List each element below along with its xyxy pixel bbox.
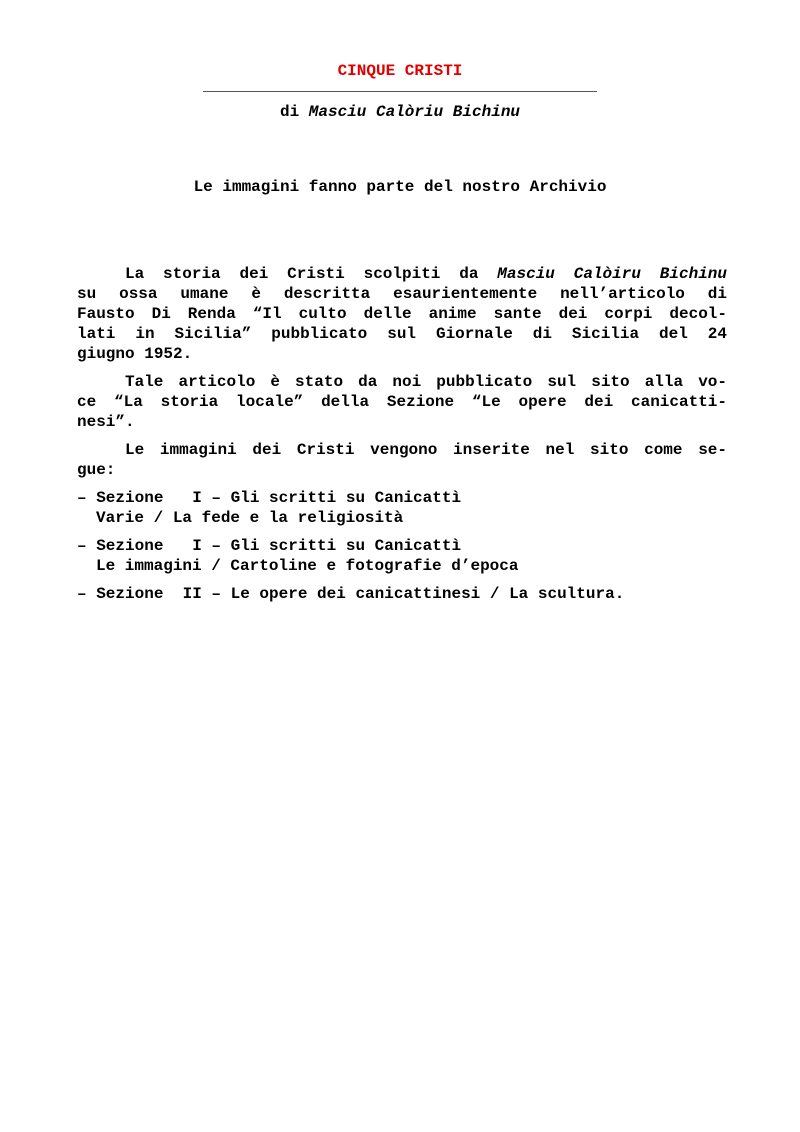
- list-item-main: – Sezione I – Gli scritti su Canicattì: [77, 537, 462, 555]
- paragraph-1-author: Masciu Calòiru Bichinu: [497, 265, 728, 283]
- paragraph-2-line-2: ce “La storia locale” della Sezione “Le opere dei canicatti-: [77, 393, 727, 411]
- list-item: [77, 488, 727, 528]
- paragraph-1: [77, 264, 727, 364]
- list-item: [77, 536, 727, 576]
- paragraph-2-line-1: Tale articolo è stato da noi pubblicato sul sito alla vo-: [125, 373, 727, 391]
- paragraph-1-line-1a: La storia dei Cristi scolpiti da: [125, 265, 479, 283]
- paragraph-3-line-1: Le immagini dei Cristi vengono inserite nel sito come se-: [125, 441, 727, 459]
- list-item-main: – Sezione II – Le opere dei canicattinesi / La scultura.: [77, 585, 625, 603]
- paragraph-1-line-4: lati in Sicilia” pubblicato sul Giornale di Sicilia del 24: [77, 325, 727, 343]
- body-text: [77, 264, 727, 612]
- paragraph-1-line-3: Fausto Di Renda “Il culto delle anime sante dei corpi decol-: [77, 305, 727, 323]
- paragraph-2-line-3: nesi”.: [77, 413, 135, 431]
- list-item-sub: Varie / La fede e la religiosità: [96, 509, 404, 527]
- document-title: CINQUE CRISTI: [337, 62, 463, 80]
- byline-author: Masciu Calòriu Bichinu: [308, 103, 521, 121]
- title-divider: [203, 91, 597, 92]
- list-item-sub: Le immagini / Cartoline e fotografie d’epoca: [96, 557, 519, 575]
- paragraph-3: [77, 440, 727, 480]
- archive-note: Le immagini fanno parte del nostro Archivio: [193, 178, 607, 196]
- byline-prefix: di: [279, 103, 300, 121]
- paragraph-1-line-2: su ossa umane è descritta esaurientemente nell’articolo di: [77, 285, 727, 303]
- paragraph-1-line-5: giugno 1952.: [77, 345, 193, 363]
- byline: [0, 103, 800, 121]
- list-item: [77, 584, 727, 604]
- paragraph-line: [77, 264, 727, 284]
- paragraph-3-line-2: gue:: [77, 461, 116, 479]
- list-item-main: – Sezione I – Gli scritti su Canicattì: [77, 489, 462, 507]
- paragraph-2: [77, 372, 727, 432]
